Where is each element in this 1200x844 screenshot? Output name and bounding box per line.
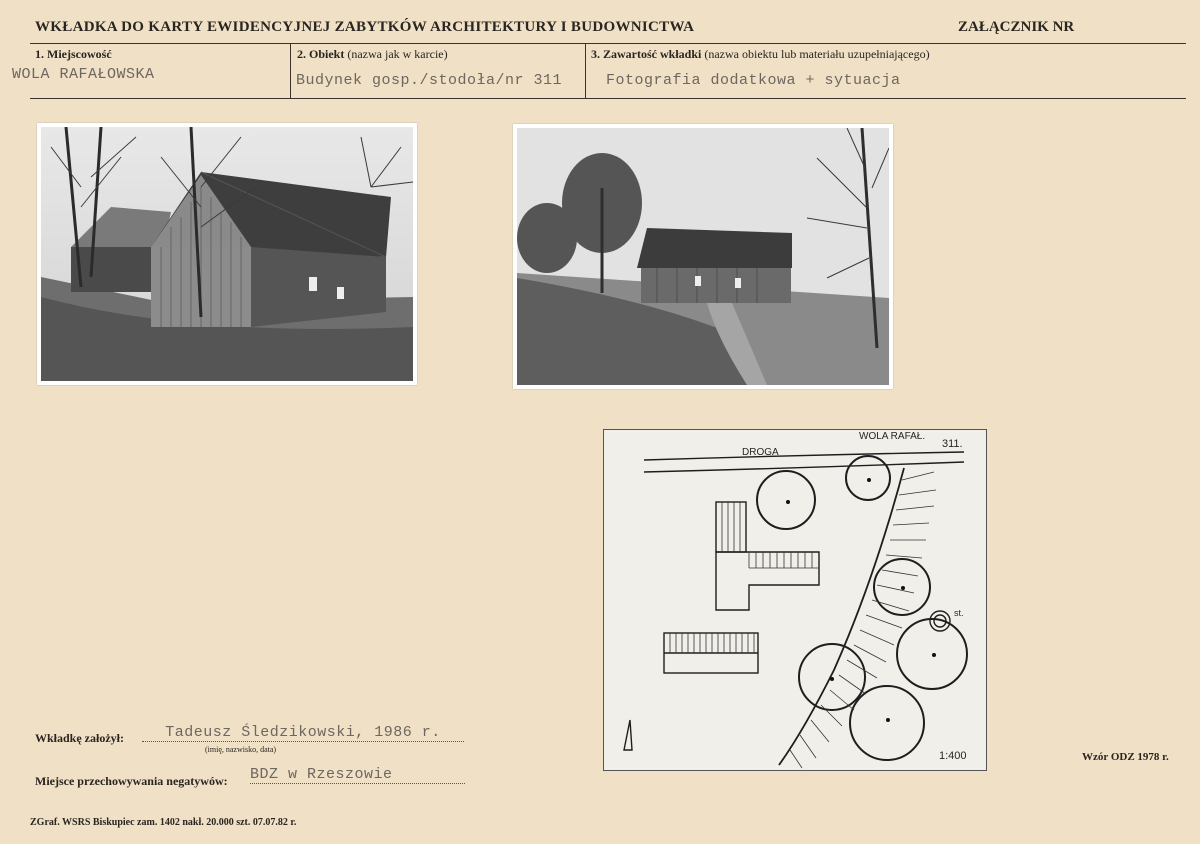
locality-value: WOLA RAFAŁOWSKA <box>12 66 155 83</box>
storage-value: BDZ w Rzeszowie <box>250 766 465 784</box>
site-plan-drawing <box>604 430 986 770</box>
photo-barn-side-view <box>37 123 417 385</box>
photo-barn-distant-view <box>513 124 893 389</box>
scale-label: 1:400 <box>939 750 967 762</box>
model-label: Wzór ODZ 1978 r. <box>1082 751 1169 763</box>
annex-label: ZAŁĄCZNIK NR <box>958 19 1075 35</box>
locality-label: 1. Miejscowość <box>35 47 112 61</box>
founder-value: Tadeusz Śledzikowski, 1986 r. <box>142 724 464 742</box>
barn-distant-view-image <box>517 128 889 385</box>
number-label: 311. <box>942 438 963 450</box>
header-divider-1 <box>290 43 291 98</box>
well-label: st. <box>954 608 964 618</box>
road-label: DROGA <box>742 447 779 458</box>
barn-side-view-image <box>41 127 413 381</box>
site-plan-sketch <box>603 429 987 771</box>
object-label: 2. Obiekt (nazwa jak w karcie) <box>297 47 448 61</box>
founder-hint: (imię, nazwisko, data) <box>205 745 277 754</box>
place-label: WOLA RAFAŁ. <box>859 431 926 442</box>
founder-label: Wkładkę założył: <box>35 731 124 745</box>
card-title: WKŁADKA DO KARTY EWIDENCYJNEJ ZABYTKÓW ARCHITEKTURY I BUDOWNICTWA <box>35 19 695 35</box>
object-value: Budynek gosp./stodoła/nr 311 <box>296 72 563 89</box>
printer-info: ZGraf. WSRS Biskupiec zam. 1402 nakł. 20.000 szt. 07.07.82 r. <box>30 817 297 828</box>
storage-label: Miejsce przechowywania negatywów: <box>35 774 228 788</box>
contents-label: 3. Zawartość wkładki (nazwa obiektu lub materiału uzupełniającego) <box>591 47 930 61</box>
contents-value: Fotografia dodatkowa + sytuacja <box>606 72 901 89</box>
header-rule-top <box>30 43 1186 44</box>
header-divider-2 <box>585 43 586 98</box>
header-rule-bottom <box>30 98 1186 99</box>
